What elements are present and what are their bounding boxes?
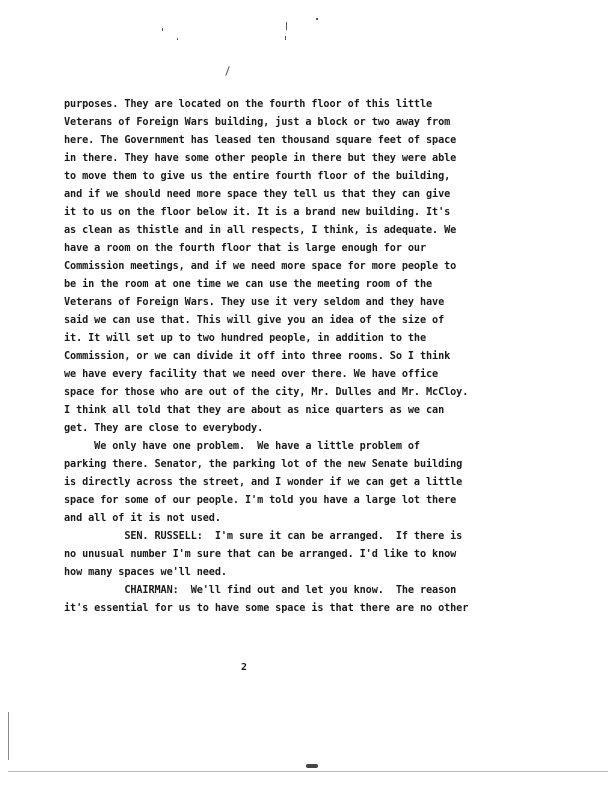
text-line: here. The Government has leased ten thousand square feet of space xyxy=(64,135,457,146)
text-line: I think all told that they are about as nice quarters as we can xyxy=(64,405,445,416)
text-line: in there. They have some other people in there but they were able xyxy=(64,153,457,164)
text-line: no unusual number I'm sure that can be arranged. I'd like to know xyxy=(64,549,457,560)
text-line: have a room on the fourth floor that is large enough for our xyxy=(64,243,427,254)
text-line: purposes. They are located on the fourth floor of this little xyxy=(64,99,433,110)
scan-edge-line xyxy=(8,771,608,772)
scan-mark xyxy=(162,28,163,31)
text-line: and all of it is not used. xyxy=(64,513,221,524)
transcript-body xyxy=(64,96,584,618)
text-line: to move them to give us the entire fourth floor of the building, xyxy=(64,171,451,182)
text-line: said we can use that. This will give you an idea of the size of xyxy=(64,315,445,326)
scan-mark xyxy=(285,36,286,40)
text-line: get. They are close to everybody. xyxy=(64,423,264,434)
text-line: and if we should need more space they tell us that they can give xyxy=(64,189,451,200)
scan-mark xyxy=(225,66,229,76)
text-line: is directly across the street, and I wonder if we can get a little xyxy=(64,477,463,488)
text-line: CHAIRMAN: We'll find out and let you know. The reason xyxy=(64,585,457,596)
text-line: how many spaces we'll need. xyxy=(64,567,227,578)
text-line: be in the room at one time we can use the meeting room of the xyxy=(64,279,433,290)
scan-mark xyxy=(286,22,287,30)
scan-mark xyxy=(177,38,178,40)
text-line: Commission, or we can divide it off into three rooms. So I think xyxy=(64,351,451,362)
text-line: as clean as thistle and in all respects, I think, is adequate. We xyxy=(64,225,457,236)
text-line: it's essential for us to have some space is that there are no other xyxy=(64,603,469,614)
text-line: we have every facility that we need over there. We have office xyxy=(64,369,439,380)
scan-mark xyxy=(8,712,9,760)
text-line: space for those who are out of the city, Mr. Dulles and Mr. McCloy. xyxy=(64,387,469,398)
text-line: SEN. RUSSELL: I'm sure it can be arranged. If there is xyxy=(64,531,463,542)
text-line: it to us on the floor below it. It is a brand new building. It's xyxy=(64,207,451,218)
text-line: Veterans of Foreign Wars building, just a block or two away from xyxy=(64,117,451,128)
text-line: Veterans of Foreign Wars. They use it very seldom and they have xyxy=(64,297,445,308)
text-line: space for some of our people. I'm told you have a large lot there xyxy=(64,495,457,506)
text-line: it. It will set up to two hundred people, in addition to the xyxy=(64,333,427,344)
text-line: parking there. Senator, the parking lot of the new Senate building xyxy=(64,459,463,470)
scan-mark xyxy=(306,764,318,768)
text-line: We only have one problem. We have a little problem of xyxy=(64,441,420,452)
text-line: Commission meetings, and if we need more space for more people to xyxy=(64,261,457,272)
page-number: 2 xyxy=(241,662,248,673)
scan-mark xyxy=(316,18,318,20)
